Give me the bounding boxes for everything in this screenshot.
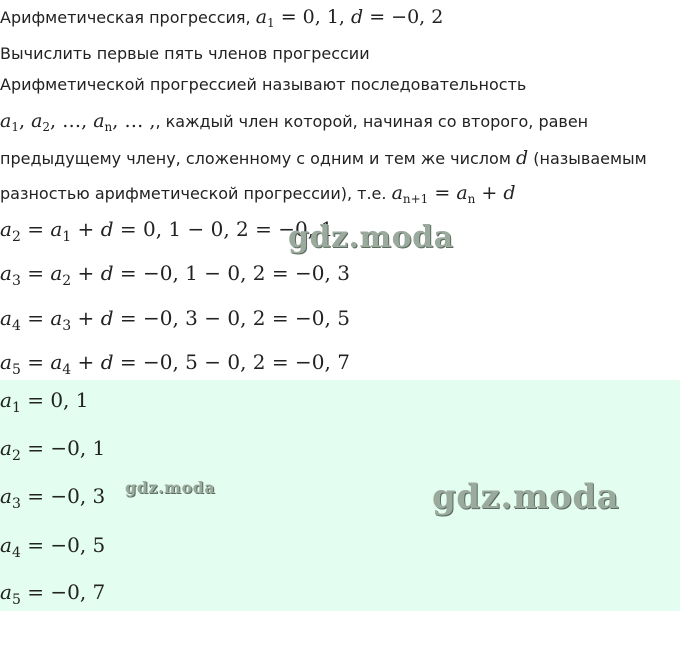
- solution-step-a2: $a_2 = a_1 + d = 0$, 1 − 0, 2 = −0, 1: [0, 217, 334, 245]
- task-statement: Вычислить первые пять членов прогрессии: [0, 44, 370, 63]
- definition-line-3: предыдущему члену, сложенному с одним и тем же числом d (называемым: [0, 147, 647, 169]
- solution-step-a4: $a_4 = a_3 + d = -0$, 3 − 0, 2 = −0, 5: [0, 306, 350, 334]
- problem-title-formula: $a_1 = 0$, 1, d = −0, 2: [255, 6, 444, 30]
- answer-a2: $a_2 = -0$, 1: [0, 436, 106, 464]
- answer-a5: $a_5 = -0$, 7: [0, 580, 106, 608]
- answer-a3: $a_3 = -0$, 3: [0, 484, 106, 512]
- watermark: gdz.moda: [125, 478, 216, 497]
- sequence-formula: $a_1$, $a_2$, …, $a_n$, … ,: [0, 110, 156, 134]
- solution-step-a5: $a_5 = a_4 + d = -0$, 5 − 0, 2 = −0, 7: [0, 350, 350, 378]
- answer-a4: $a_4 = -0$, 5: [0, 533, 106, 561]
- problem-title: [0, 6, 443, 29]
- recurrence-formula: $a_{n+1} = a_n + d$: [391, 182, 516, 206]
- watermark: gdz.moda: [288, 220, 454, 255]
- problem-title-text: Арифметическая прогрессия,: [0, 8, 256, 27]
- answer-a1: $a_1 = 0$, 1: [0, 388, 89, 416]
- definition-line-4: разностью арифметической прогрессии), т.е. $a_{n+1} = a_n + d$: [0, 182, 516, 206]
- difference-symbol: d: [515, 147, 529, 169]
- solution-step-a3: $a_3 = a_2 + d = -0$, 1 − 0, 2 = −0, 3: [0, 261, 350, 289]
- watermark: gdz.moda: [432, 477, 620, 517]
- definition-line-2: $a_1$, $a_2$, …, $a_n$, … ,, каждый член которой, начиная со второго, равен: [0, 110, 589, 134]
- definition-line-1: Арифметической прогрессией называют последовательность: [0, 75, 527, 94]
